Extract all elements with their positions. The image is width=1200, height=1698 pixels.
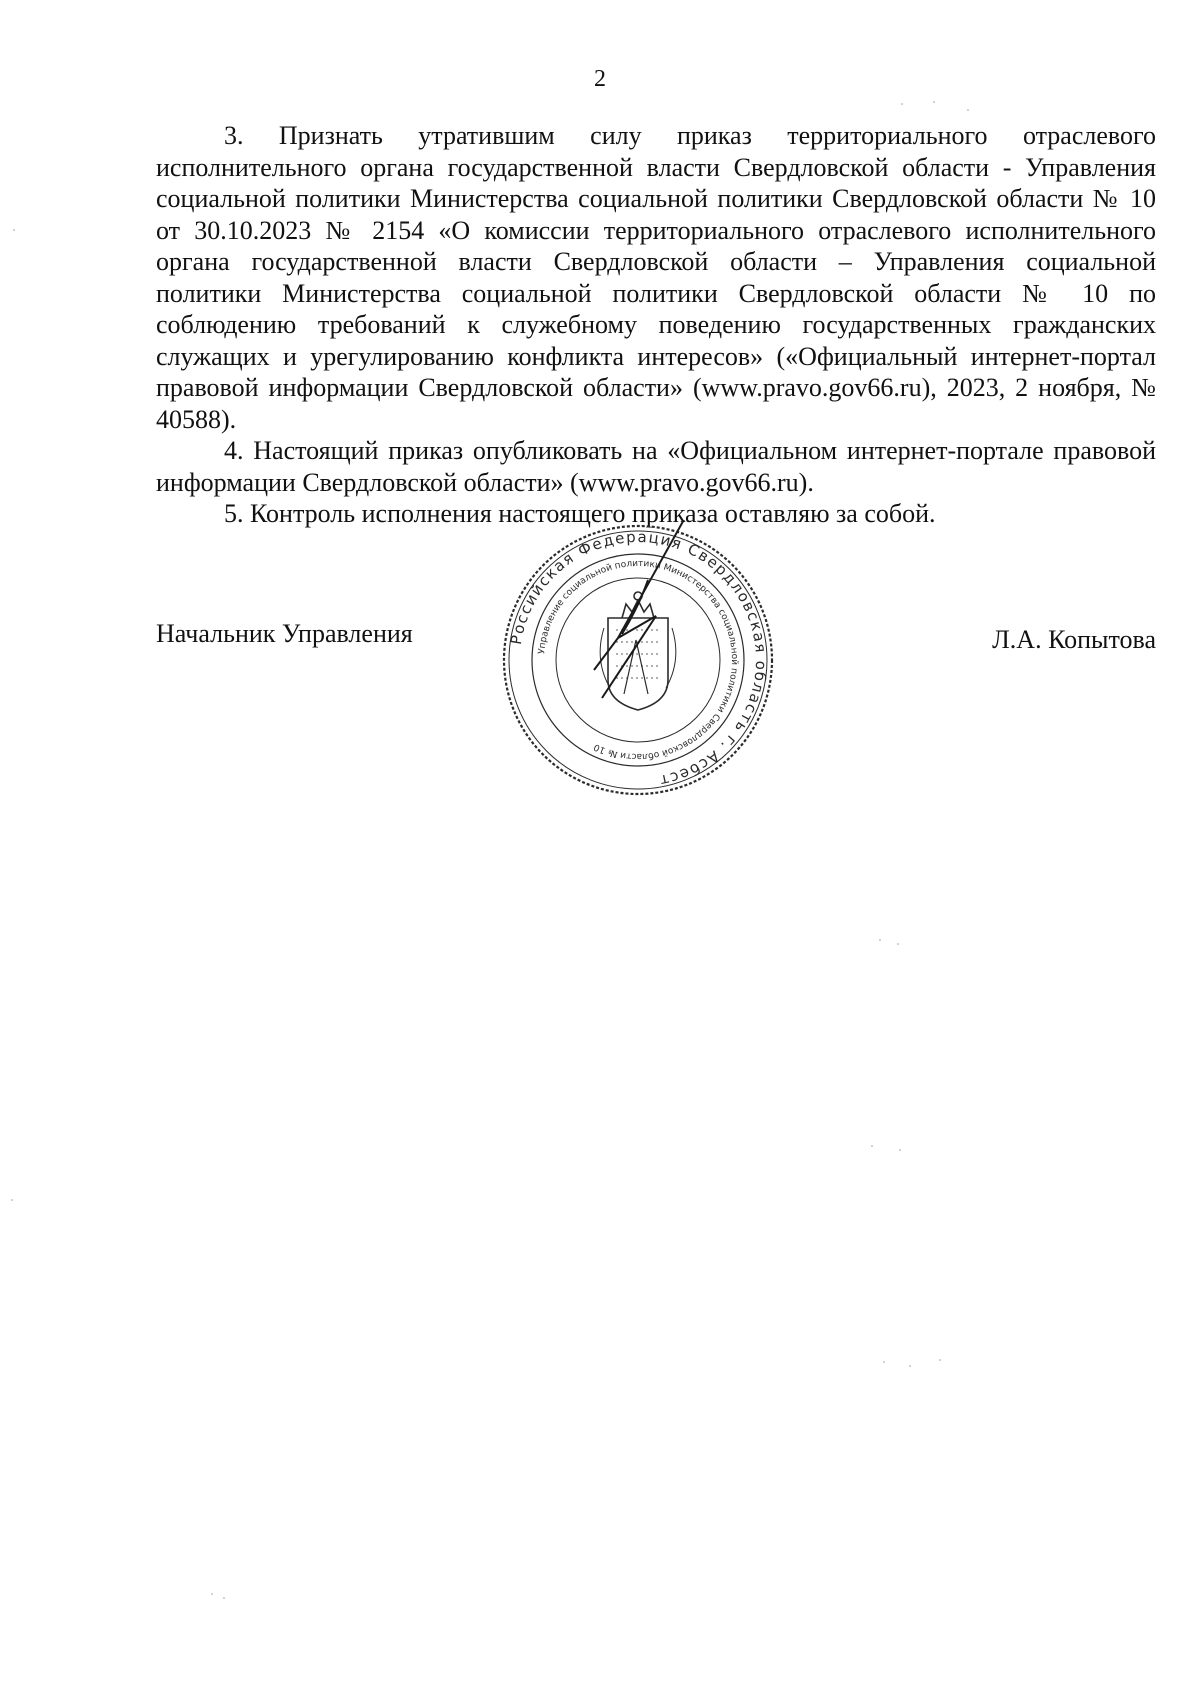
document-body — [156, 120, 1156, 530]
coat-of-arms-icon — [600, 592, 676, 710]
paragraph-3: 3. Признать утратившим силу приказ территориального отраслевого исполнительного органа государственной власти Свердловской области - Управления социальной политики Министерства социальной политики Свердловской области № 10 от 30.10.2023 № 2154 «О комиссии территориального отраслевого исполнительного органа государственной власти Свердловской области – Управления социальной политики Министерства социальной политики Свердловской области № 10 по соблюдению требований к служебному поведению государственных гражданских служащих и урегулированию конфликта интересов» («Официальный интернет-портал правовой информации Свердловской области» (www.pravo.gov66.ru), 2023, 2 ноября, № 40588). — [156, 121, 1156, 434]
signatory-position: Начальник Управления — [156, 619, 413, 648]
svg-text:Управление социальной политики — [537, 559, 739, 761]
page-number: 2 — [594, 66, 606, 92]
paragraph-5: 5. Контроль исполнения настоящего приказа оставляю за собой. — [224, 499, 936, 528]
seal-inner-text: Управление социальной политики Министерства социальной политики Свердловской области № 10 — [537, 558, 740, 762]
official-seal — [498, 520, 778, 800]
paragraph-4: 4. Настоящий приказ опубликовать на «Официальном интернет-портале правовой информации Свердловской области» (www.pravo.gov66.ru). — [156, 436, 1156, 497]
signatory-name: Л.А. Копытова — [992, 625, 1156, 654]
seal-outer-text: Российская Федерация Свердловская область г. Асбест — [507, 527, 771, 791]
